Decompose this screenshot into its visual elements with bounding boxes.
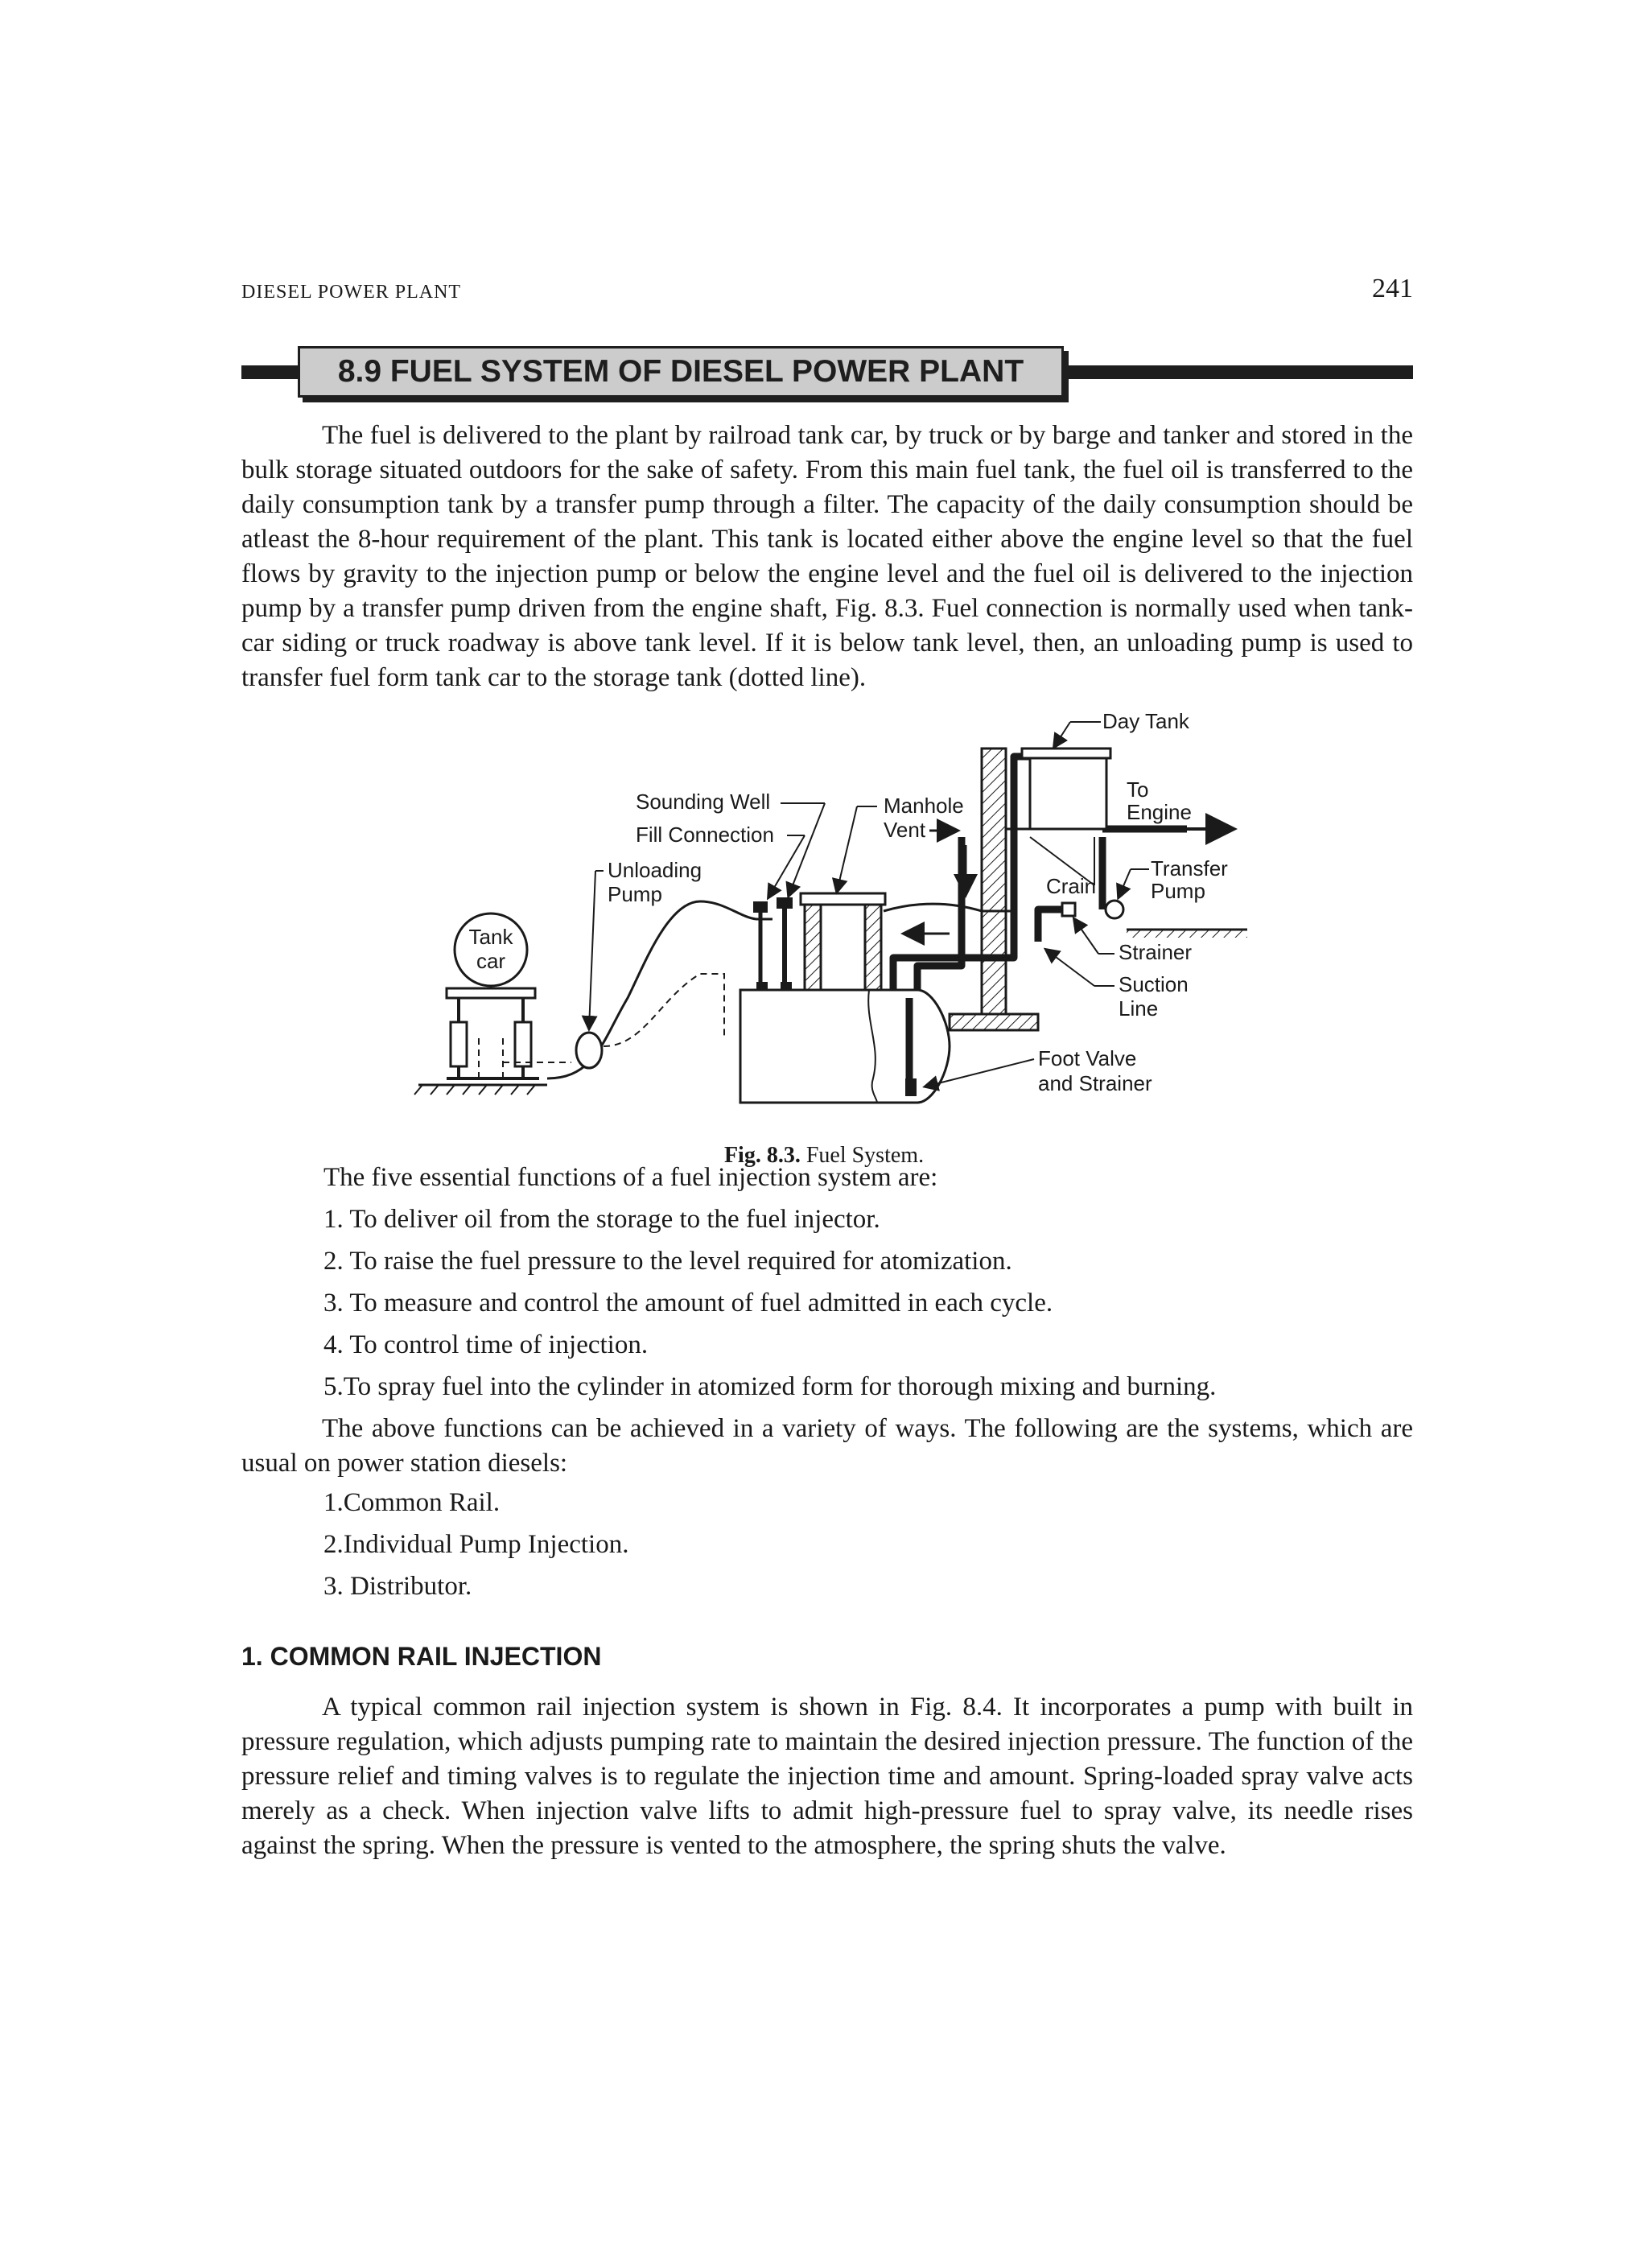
label-suction: Suction (1119, 972, 1189, 996)
function-item: 4. To control time of injection. (323, 1330, 649, 1359)
label-strainer: Strainer (1119, 940, 1193, 964)
label-pump: Pump (608, 882, 662, 906)
label-crain: Crain (1046, 874, 1097, 898)
section-heading-bar (241, 346, 1413, 398)
label-sounding-well: Sounding Well (636, 790, 771, 814)
label-line: Line (1119, 996, 1159, 1021)
day-tank (1006, 748, 1131, 885)
label-and-strainer: and Strainer (1038, 1071, 1152, 1095)
label-engine: Engine (1127, 800, 1192, 824)
label-manhole: Manhole (884, 794, 964, 818)
common-rail-paragraph: A typical common rail injection system is shown in Fig. 8.4. It incorporates a pump with built in pressure regulation, which adjusts pumping rate to maintain the desired injection pressure. The function of the pressure relief and timing valves is to regulate the injection time and amount. Spring-loaded spray valve acts merely as a check. When injection valve lifts to admit high-pressure fuel to spray valve, its needle rises against the spring. When the pressure is vented to the atmosphere, the spring shuts the valve. (241, 1693, 1413, 1860)
functions-intro: The five essential functions of a fuel injection system are: (323, 1163, 938, 1192)
label-foot-valve: Foot Valve (1038, 1046, 1137, 1070)
tank-car (447, 913, 539, 1078)
label-to: To (1127, 777, 1149, 802)
page-number: 241 (1372, 274, 1413, 303)
fuel-system-figure (402, 700, 1288, 1119)
ground-left (414, 1085, 547, 1095)
unloading-pump (576, 1033, 602, 1068)
caption-label: Fig. 8.3. (723, 1143, 801, 1168)
manhole (801, 893, 885, 990)
system-item: 3. Distributor. (323, 1572, 472, 1601)
function-item: 2. To raise the fuel pressure to the level required for atomization. (323, 1247, 1012, 1276)
system-item: 2.Individual Pump Injection. (323, 1530, 629, 1559)
building-wall (982, 748, 1006, 1014)
intro-paragraph: The fuel is delivered to the plant by railroad tank car, by truck or by barge and tanker and stored in the bulk storage situated outdoors for the sake of safety. From this main fuel tank, the fuel oil is transferred to the daily consumption tank by a transfer pump through a filter. The capacity of the daily consumption should be atleast the 8-hour requirement of the plant. This tank is located either above the engine level so that the fuel flows by gravity to the injection pump or below the engine level and the fuel oil is delivered to the injection pump by a transfer pump driven from the engine shaft, Fig. 8.3. Fuel connection is normally used when tank-car siding or truck roadway is above tank level. If it is below tank level, then, an unloading pump is used to transfer fuel form tank car to the storage tank (dotted line). (241, 421, 1413, 692)
strainer (1062, 903, 1075, 916)
caption-text: Fuel System. (805, 1143, 925, 1168)
label-fill-connection: Fill Connection (636, 823, 774, 847)
label-vent: Vent (884, 818, 926, 842)
label-transfer: Transfer (1151, 856, 1228, 880)
label-transfer-pump: Pump (1151, 879, 1205, 903)
systems-intro: The above functions can be achieved in a variety of ways. The following are the systems, which are usual on power station diesels: (241, 1414, 1413, 1478)
fuel-system-diagram (402, 700, 1288, 1119)
label-tank: Tank (468, 925, 513, 949)
label-car: car (476, 949, 506, 973)
function-item: 1. To deliver oil from the storage to the fuel injector. (323, 1205, 880, 1234)
function-item: 5.To spray fuel into the cylinder in atomized form for thorough mixing and burning. (323, 1372, 1217, 1401)
running-head: DIESEL POWER PLANT (241, 282, 462, 303)
function-item: 3. To measure and control the amount of fuel admitted in each cycle. (323, 1289, 1053, 1318)
section-title: 8.9 FUEL SYSTEM OF DIESEL POWER PLANT (298, 346, 1064, 398)
fill-pipes (753, 897, 793, 990)
storage-tank (740, 990, 950, 1103)
system-item: 1.Common Rail. (323, 1488, 501, 1517)
subsection-heading: 1. COMMON RAIL INJECTION (241, 1642, 602, 1671)
label-day-tank: Day Tank (1102, 709, 1189, 733)
transfer-pump (1106, 901, 1123, 918)
label-unloading: Unloading (608, 858, 702, 882)
